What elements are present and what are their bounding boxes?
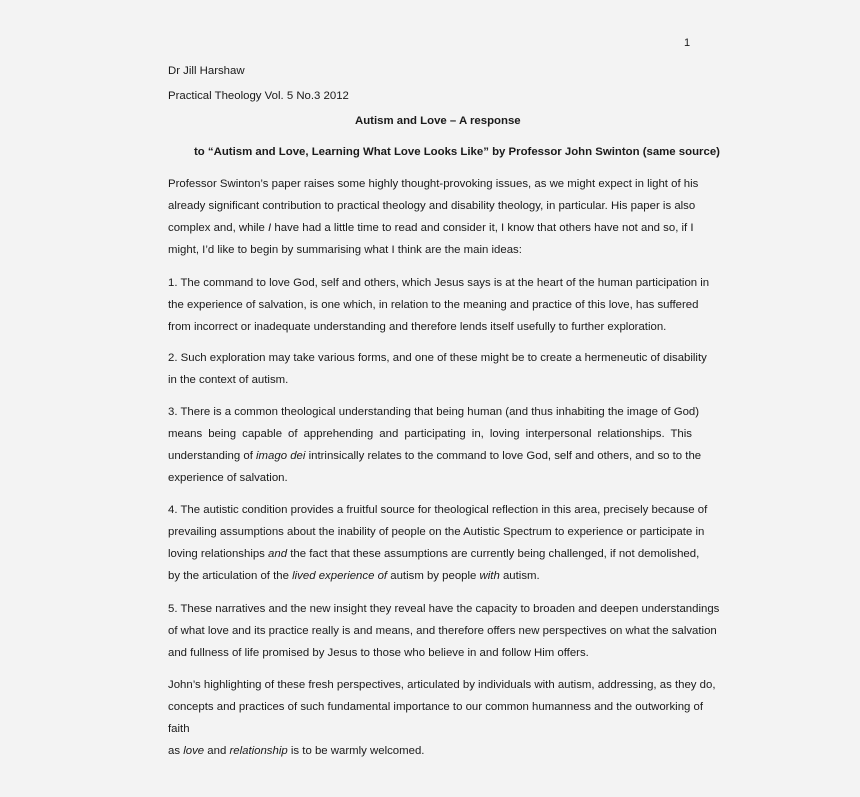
p1-line-3: complex and, while I have had a little time to read and consider it, I know that others have not and so, if I [168, 222, 694, 234]
p1-line-1: Professor Swinton’s paper raises some highly thought-provoking issues, as we might expect in light of his [168, 178, 699, 190]
p5-line-2: prevailing assumptions about the inability of people on the Autistic Spectrum to experience or participate in [168, 526, 705, 538]
p6-line-1: 5. These narratives and the new insight they reveal have the capacity to broaden and deepen understandings [168, 603, 720, 615]
p5-line-3: loving relationships and the fact that these assumptions are currently being challenged, if not demolished, [168, 548, 700, 560]
p6-line-2: of what love and its practice really is and means, and therefore offers new perspectives on what the salvation [168, 625, 717, 637]
p7-line-3: faith [168, 723, 190, 735]
author-line: Dr Jill Harshaw [168, 65, 245, 77]
p1-line-4: might, I’d like to begin by summarising what I think are the main ideas: [168, 244, 522, 256]
document-subtitle: to “Autism and Love, Learning What Love Looks Like” by Professor John Swinton (same source) [194, 146, 720, 158]
p2-line-2: the experience of salvation, is one which, in relation to the meaning and practice of this love, has suffered [168, 299, 699, 311]
p4-line-4: experience of salvation. [168, 472, 288, 484]
p6-line-3: and fullness of life promised by Jesus to those who believe in and follow Him offers. [168, 647, 589, 659]
p2-line-3: from incorrect or inadequate understanding and therefore lends itself usefully to further exploration. [168, 321, 667, 333]
document-title: Autism and Love – A response [355, 115, 521, 127]
p4-line-3: understanding of imago dei intrinsically relates to the command to love God, self and others, and so to the [168, 450, 702, 462]
p4-line-2: means being capable of apprehending and participating in, loving interpersonal relationships. This [168, 428, 692, 440]
p7-line-1: John’s highlighting of these fresh perspectives, articulated by individuals with autism, addressing, as they do, [168, 679, 716, 691]
p1-line-2: already significant contribution to practical theology and disability theology, in particular. His paper is also [168, 200, 696, 212]
p2-line-1: 1. The command to love God, self and others, which Jesus says is at the heart of the human participation in [168, 277, 710, 289]
page-number: 1 [684, 37, 691, 49]
p3-line-2: in the context of autism. [168, 374, 289, 386]
p3-line-1: 2. Such exploration may take various forms, and one of these might be to create a hermeneutic of disability [168, 352, 707, 364]
p5-line-4: by the articulation of the lived experience of autism by people with autism. [168, 570, 540, 582]
journal-line: Practical Theology Vol. 5 No.3 2012 [168, 90, 349, 102]
p7-line-4: as love and relationship is to be warmly welcomed. [168, 745, 425, 757]
p4-line-1: 3. There is a common theological understanding that being human (and thus inhabiting the image of God) [168, 406, 700, 418]
p5-line-1: 4. The autistic condition provides a fruitful source for theological reflection in this area, precisely because of [168, 504, 708, 516]
p7-line-2: concepts and practices of such fundamental importance to our common humanness and the outworking of [168, 701, 704, 713]
